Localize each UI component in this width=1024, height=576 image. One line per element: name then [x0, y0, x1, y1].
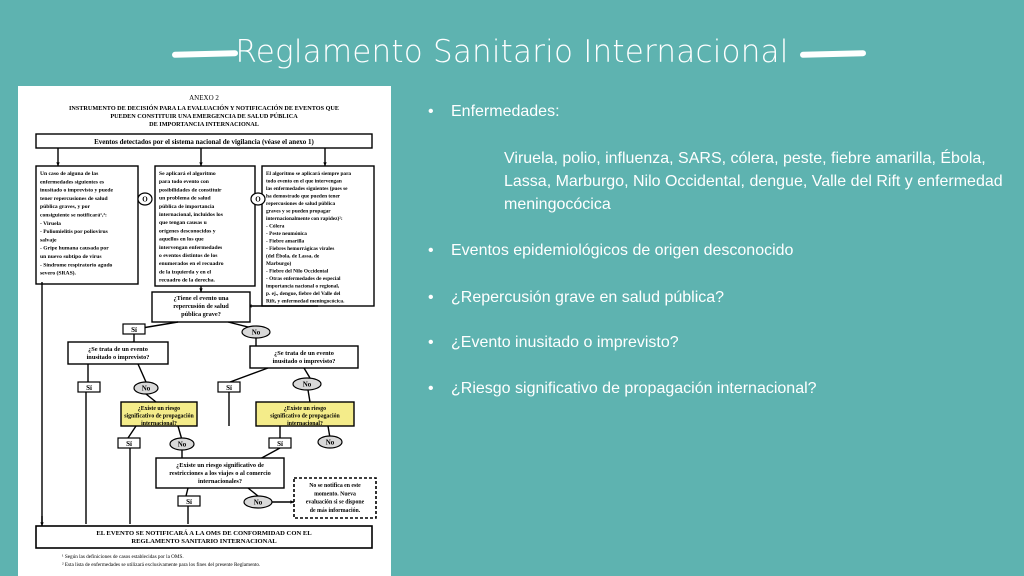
- algorithm-diseases-text: p. ej., dengue, fiebre del Valle del: [266, 291, 341, 297]
- algorithm-diseases-text: importancia nacional o regional,: [266, 283, 340, 290]
- algorithm-events-text: o eventos distintos de los: [159, 253, 218, 259]
- bullet-item-diseases: [428, 100, 560, 123]
- annex-heading: PUEDEN CONSTITUIR UNA EMERGENCIA DE SALUD PÚBLICA: [110, 113, 298, 120]
- notifiable-diseases-text: inusitado o imprevisto y puede: [40, 187, 113, 194]
- algorithm-events-text: que tengan causas u: [159, 220, 207, 227]
- bullet-text: ¿Evento inusitado o imprevisto?: [451, 334, 679, 351]
- connector-line: [146, 394, 156, 402]
- not-notified-text: momento. Nueva: [314, 491, 356, 498]
- annex-heading: INSTRUMENTO DE DECISIÓN PARA LA EVALUACIÓN Y NOTIFICACIÓN DE EVENTOS QUE: [68, 105, 340, 112]
- travel-restriction-question: ¿Existe un riesgo significativo de: [176, 462, 264, 469]
- algorithm-diseases-text: - Fiebre del Nilo Occidental: [266, 268, 329, 275]
- serious-impact-question: pública grave?: [181, 311, 221, 318]
- algorithm-events-text: orígenes desconocidos y: [159, 228, 216, 235]
- q4-yes-box-label: Sí: [186, 498, 192, 506]
- algorithm-events-text: recuadro de la derecha.: [159, 277, 215, 284]
- unusual-event-right-question: ¿Se trata de un evento: [274, 350, 334, 357]
- algorithm-diseases-text: ha demostrado que pueden tener: [266, 193, 341, 200]
- bullet-item-serious-impact: [428, 286, 724, 309]
- algorithm-diseases-text: - Otras enfermedades de especial: [266, 276, 341, 282]
- algorithm-diseases-text: - Peste neumónica: [266, 231, 307, 237]
- q1-yes-box-label: Sí: [131, 326, 137, 334]
- algorithm-events-text: aquellos en los que: [159, 236, 204, 243]
- annex-flowchart-document: [18, 86, 391, 576]
- notifiable-diseases-text: salvaje: [40, 237, 57, 244]
- connector-line: [304, 368, 310, 378]
- algorithm-diseases-text: las enfermedades siguientes (pues se: [266, 186, 348, 192]
- notifiable-diseases-text: enfermedades siguientes es: [40, 179, 105, 186]
- algorithm-diseases-text: repercusiones de salud pública: [266, 201, 336, 207]
- footnotes: ¹ Según las definiciones de casos establecidas por la OMS.: [62, 554, 184, 560]
- connector-line: [230, 368, 268, 382]
- algorithm-diseases-text: - Fiebres hemorrágicas virales: [266, 246, 335, 252]
- connector-line: [248, 488, 258, 496]
- or-oval-right-label: O: [255, 195, 261, 204]
- algorithm-diseases-text: - Fiebre amarilla: [266, 238, 305, 245]
- notifiable-diseases-text: - Gripe humana causada por: [40, 245, 109, 252]
- notifiable-diseases-text: - Poliomielitis por poliovirus: [40, 229, 108, 236]
- bullet-marker: •: [428, 242, 434, 259]
- connector-line: [138, 364, 146, 382]
- notify-who-text: EL EVENTO SE NOTIFICARÁ A LA OMS DE CONFORMIDAD CON EL: [96, 530, 312, 537]
- not-notified-text: evaluación si se dispone: [305, 499, 365, 506]
- notifiable-diseases-text: - Viruela: [40, 220, 61, 227]
- algorithm-diseases-text: - Cólera: [266, 223, 285, 230]
- notify-who-text: REGLAMENTO SANITARIO INTERNACIONAL: [131, 538, 277, 545]
- spread-risk-left-question: internacional?: [141, 421, 177, 427]
- unusual-event-left-question: ¿Se trata de un evento: [88, 346, 148, 353]
- notifiable-diseases-text: un nuevo subtipo de virus: [40, 254, 102, 260]
- not-notified-text: de más información.: [309, 507, 361, 514]
- annex-label: ANEXO 2: [189, 94, 219, 102]
- q2-left-no-oval-label: No: [141, 384, 151, 393]
- algorithm-diseases-text: (del Ébola, de Lassa, de: [266, 253, 320, 260]
- notifiable-diseases-text: - Síndrome respiratorio agudo: [40, 262, 113, 269]
- connector-line: [186, 488, 188, 496]
- q2-left-yes-box-label: Sí: [86, 384, 92, 392]
- bullet-marker: •: [428, 103, 434, 120]
- algorithm-diseases-text: Marburgo): [266, 261, 292, 267]
- notifiable-diseases-text: Un caso de alguna de las: [40, 171, 99, 177]
- diseases-list-text: Viruela, polio, influenza, SARS, cólera, peste, fiebre amarilla, Ébola, Lassa, Marburgo, Nilo Occidental, dengue, Valle del Rift y enfermedad meningocócica: [504, 150, 1003, 213]
- notifiable-diseases-text: consiguiente se notificará¹,²:: [40, 212, 107, 219]
- algorithm-diseases-text: El algoritmo se aplicará siempre para: [266, 171, 352, 177]
- annex-heading: DE IMPORTANCIA INTERNACIONAL: [149, 121, 259, 128]
- algorithm-diseases-text: internacionalmente con rapidez)²:: [266, 216, 343, 222]
- q2-right-no-oval-label: No: [302, 380, 312, 389]
- spread-risk-right-question: internacional?: [287, 421, 323, 427]
- bullet-text: Enfermedades:: [451, 103, 560, 120]
- bullet-item-unknown-events: [428, 239, 793, 262]
- connector-line: [308, 390, 310, 402]
- spread-risk-left-question: ¿Existe un riesgo: [137, 406, 181, 412]
- algorithm-events-text: internacional, incluidos los: [159, 212, 223, 218]
- not-notified-text: No se notifica en este: [309, 483, 361, 489]
- or-oval-left-label: O: [142, 195, 148, 204]
- q1-no-oval-label: No: [251, 328, 261, 337]
- q4-no-oval-label: No: [253, 498, 263, 507]
- q3-left-yes-box-label: Sí: [126, 440, 132, 448]
- notifiable-diseases-text: tener repercusiones de salud: [40, 195, 108, 202]
- bullet-item-international-spread: [428, 377, 817, 400]
- q2-right-yes-box-label: Sí: [226, 384, 232, 392]
- algorithm-diseases-text: graves y se pueden propagar: [266, 208, 331, 215]
- algorithm-events-text: pública de importancia: [159, 203, 215, 210]
- spread-risk-right-question: ¿Existe un riesgo: [283, 406, 327, 412]
- algorithm-events-text: para todo evento con: [159, 179, 209, 186]
- footnotes: ² Esta lista de enfermedades se utilizará exclusivamente para los fines del presente Reglamento.: [62, 562, 261, 568]
- unusual-event-right-question: inusitado o imprevisto?: [272, 358, 336, 365]
- algorithm-events-text: de la izquierda y en el: [159, 269, 212, 276]
- travel-restriction-question: internacionales?: [197, 478, 243, 485]
- bullet-text: ¿Riesgo significativo de propagación internacional?: [451, 380, 817, 397]
- serious-impact-question: repercusión de salud: [173, 303, 229, 310]
- bullet-text: Eventos epidemiológicos de origen desconocido: [451, 242, 794, 259]
- serious-impact-question: ¿Tiene el evento una: [173, 295, 229, 302]
- algorithm-events-text: enumerados en el recuadro: [159, 261, 224, 268]
- notifiable-diseases-text: pública graves, y por: [40, 204, 91, 211]
- detected-events-text: Eventos detectados por el sistema nacional de vigilancia (véase el anexo 1): [94, 138, 314, 146]
- algorithm-events-text: Se aplicará el algoritmo: [159, 171, 216, 177]
- travel-restriction-question: restricciones a los viajes o al comercio: [169, 470, 271, 477]
- q3-right-no-oval-label: No: [325, 438, 335, 447]
- algorithm-events-text: un problema de salud: [159, 195, 211, 202]
- algorithm-diseases-text: Rift, y enfermedad meningocócica.: [266, 298, 345, 305]
- q3-right-yes-box-label: Sí: [277, 440, 283, 448]
- spread-risk-left-question: significativo de propagación: [124, 413, 194, 420]
- bullet-marker: •: [428, 380, 434, 397]
- flowchart-diagram: [18, 86, 391, 576]
- title-bar: [0, 24, 1024, 84]
- unusual-event-left-question: inusitado o imprevisto?: [86, 354, 150, 361]
- bullet-marker: •: [428, 334, 434, 351]
- bullet-marker: •: [428, 289, 434, 306]
- algorithm-events-text: intervengan enfermedades: [159, 244, 223, 251]
- connector-line: [128, 426, 136, 438]
- algorithm-events-text: posibilidades de constituir: [159, 187, 222, 194]
- algorithm-diseases-text: todo evento en el que intervengan: [266, 178, 342, 185]
- slide-title: Reglamento Sanitario Internacional: [235, 34, 789, 70]
- bullet-item-unusual-event: [428, 331, 679, 354]
- q3-left-no-oval-label: No: [177, 440, 187, 449]
- bullet-text: ¿Repercusión grave en salud pública?: [451, 289, 725, 306]
- notifiable-diseases-text: severo (SRAS).: [40, 270, 76, 277]
- spread-risk-right-question: significativo de propagación: [270, 413, 340, 420]
